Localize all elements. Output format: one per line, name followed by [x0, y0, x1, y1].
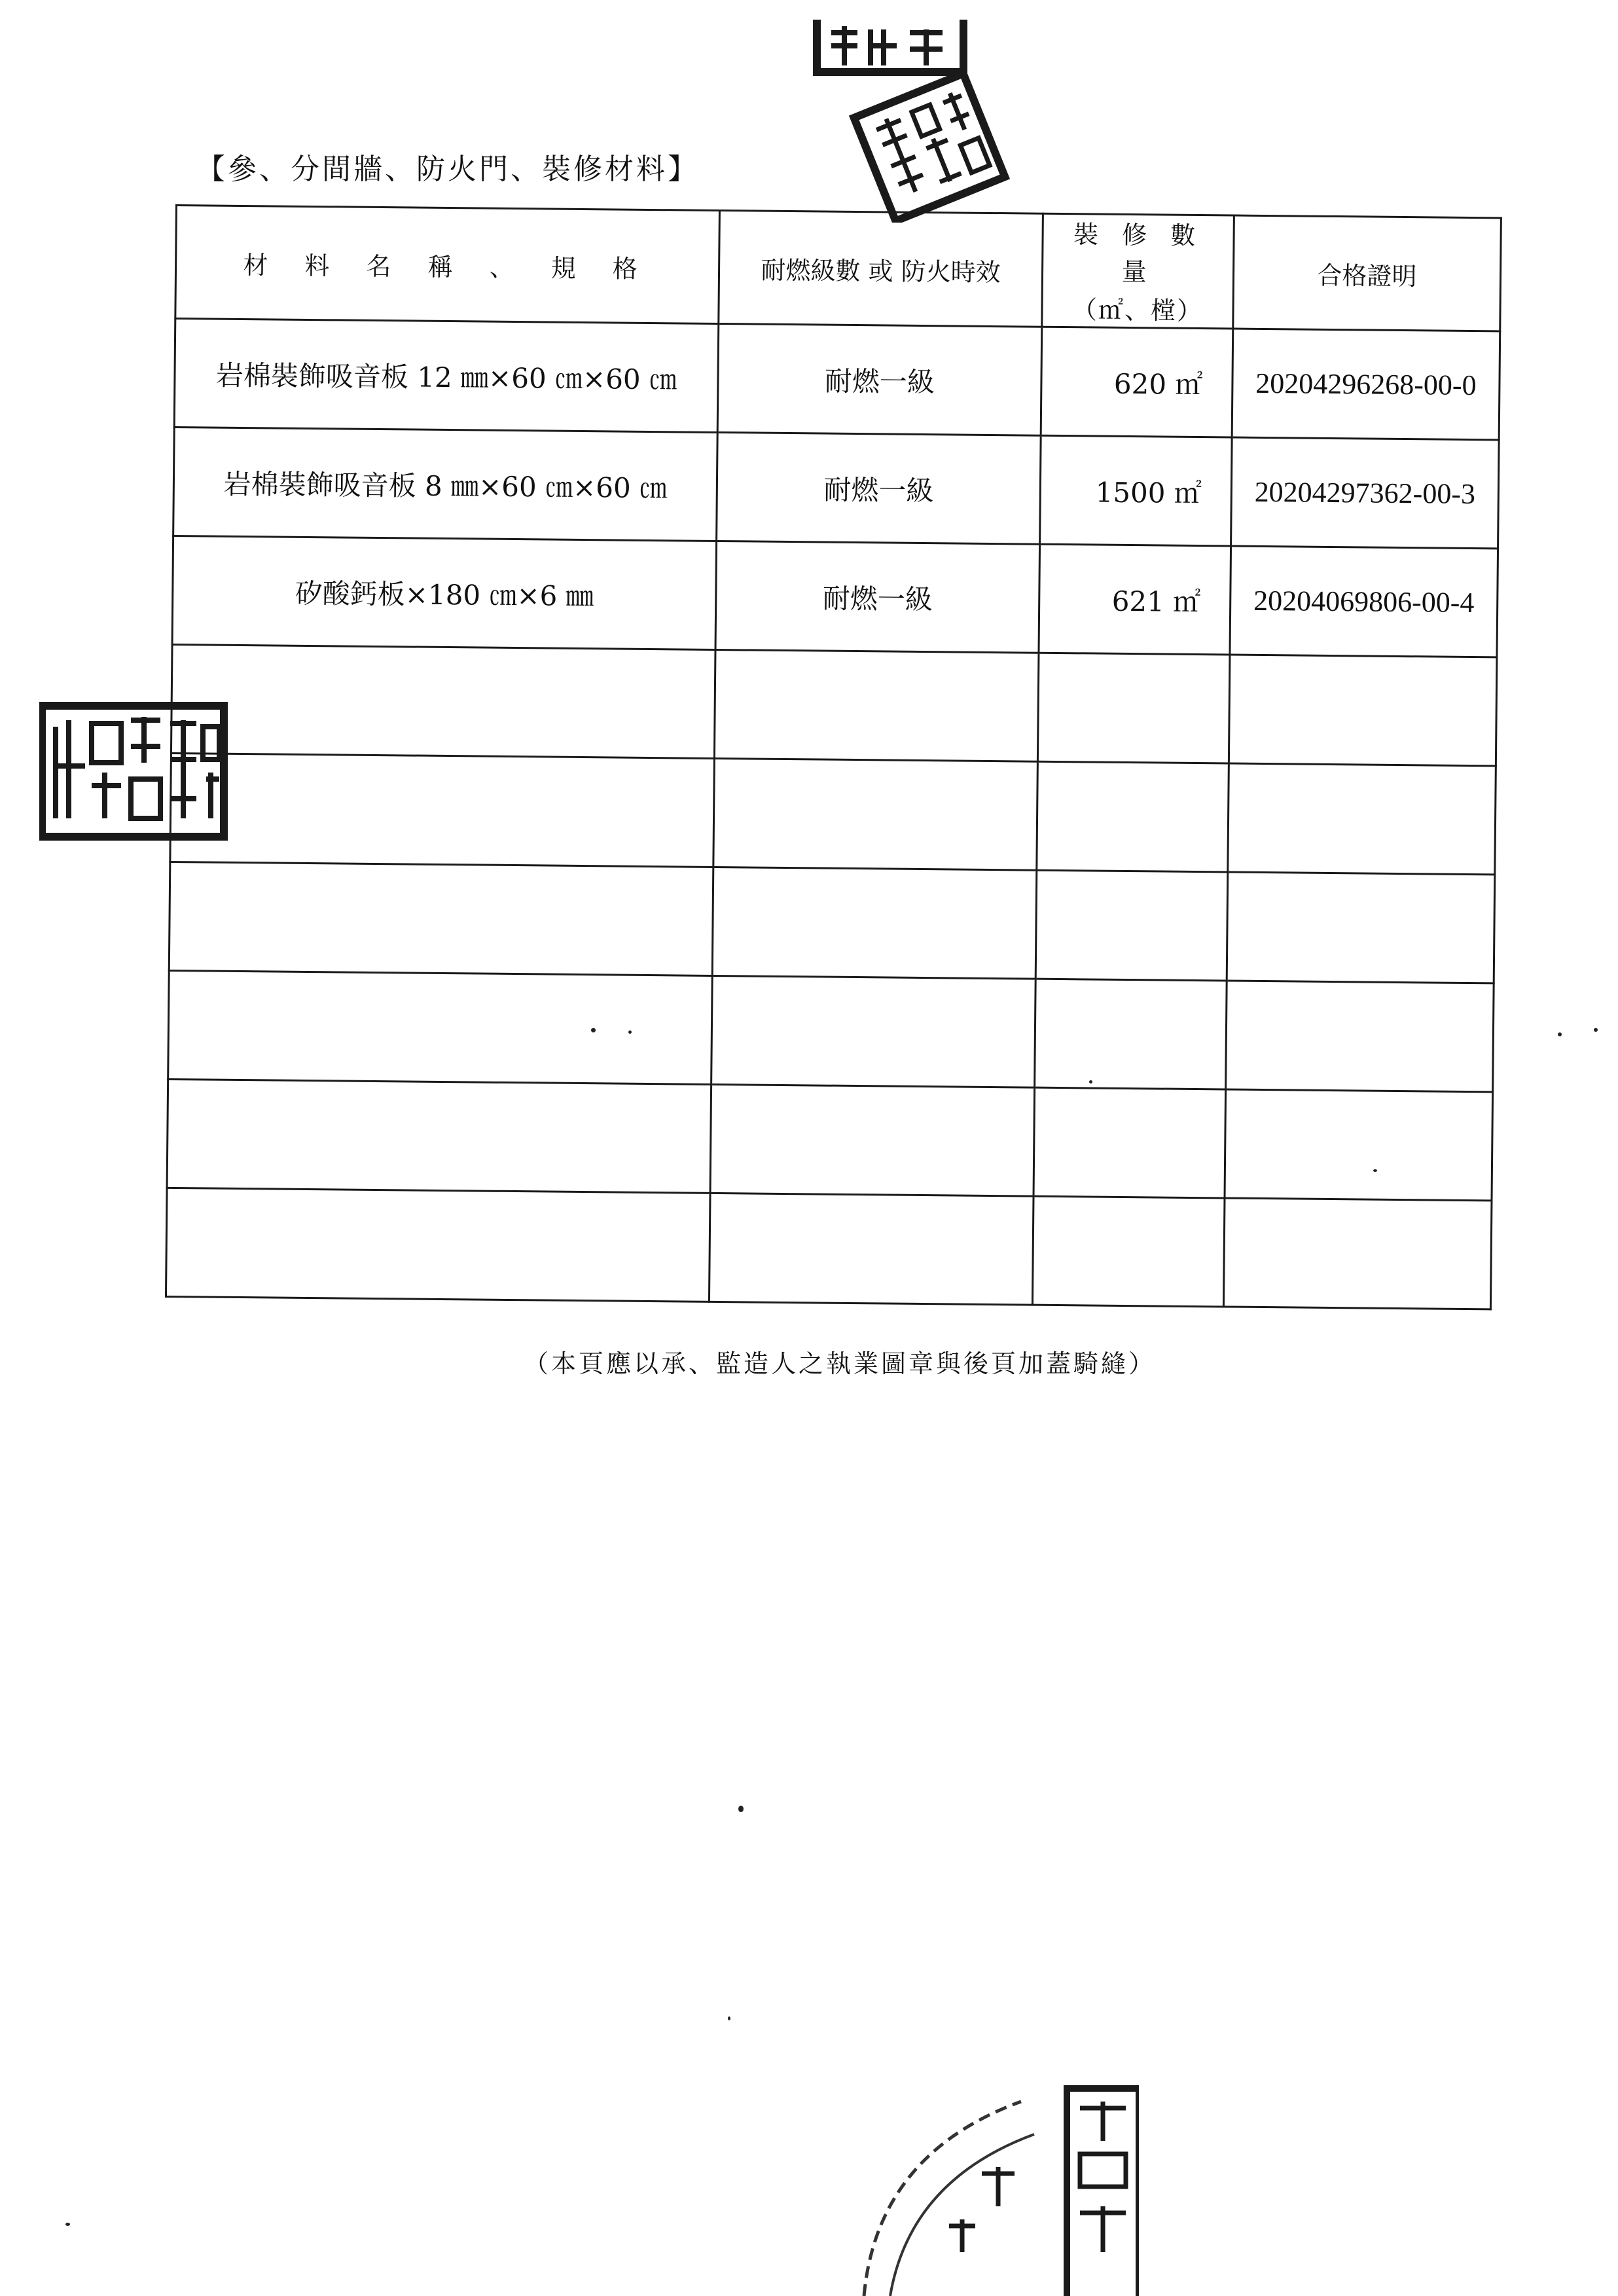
empty-cell	[1035, 870, 1228, 981]
scan-speck	[738, 1806, 744, 1812]
cell-certificate: 20204296268-00-0	[1232, 329, 1500, 440]
scan-speck	[591, 1028, 596, 1032]
empty-cell	[714, 649, 1039, 761]
scan-speck	[1373, 1169, 1377, 1172]
empty-cell	[1032, 1196, 1225, 1307]
empty-cell	[713, 758, 1038, 870]
cell-material: 岩棉裝飾吸音板 12 ㎜×60 ㎝×60 ㎝	[174, 319, 719, 433]
empty-cell	[712, 867, 1037, 979]
seal-stamp-rotated	[844, 72, 1015, 223]
table-row	[174, 319, 1500, 440]
empty-cell	[709, 1193, 1034, 1305]
header-fire-rating: 耐燃級數 或 防火時效	[719, 210, 1043, 327]
empty-cell	[169, 862, 713, 975]
table-row-empty	[166, 1188, 1492, 1309]
table-row-empty	[171, 644, 1497, 765]
empty-cell	[1226, 981, 1494, 1092]
scan-speck	[65, 2223, 70, 2226]
table-row-empty	[170, 753, 1496, 874]
empty-cell	[167, 1079, 711, 1193]
empty-cell	[1227, 872, 1495, 983]
header-material-label: 材 料 名 稱 、 規 格	[243, 250, 653, 283]
empty-cell	[1034, 1087, 1226, 1198]
header-quantity-unit: （㎡、樘）	[1071, 295, 1204, 325]
cell-fire-rating: 耐燃一級	[717, 432, 1041, 544]
footnote: （本頁應以承、監造人之執業圖章與後頁加蓋騎縫）	[524, 1349, 1157, 1378]
scan-speck	[1594, 1028, 1598, 1032]
cell-quantity: 621 ㎡	[1039, 544, 1231, 655]
cell-quantity: 620 ㎡	[1041, 327, 1233, 437]
seal-stamp-bottom	[851, 2075, 1139, 2296]
empty-cell	[1228, 763, 1496, 875]
header-certificate: 合格證明	[1233, 215, 1501, 331]
empty-cell	[166, 1188, 710, 1302]
scan-speck	[1089, 1080, 1092, 1084]
table-row	[173, 427, 1500, 548]
cell-quantity: 1500 ㎡	[1040, 435, 1232, 546]
cell-fire-rating: 耐燃一級	[715, 541, 1040, 653]
table-row-empty	[169, 862, 1495, 983]
cell-certificate: 20204069806-00-4	[1230, 546, 1498, 657]
header-material	[175, 206, 720, 324]
empty-cell	[1223, 1198, 1492, 1309]
table-row-empty	[167, 1079, 1493, 1200]
cell-certificate: 20204297362-00-3	[1231, 437, 1500, 549]
cell-material: 岩棉裝飾吸音板 8 ㎜×60 ㎝×60 ㎝	[173, 427, 718, 541]
section-title: 【參、分間牆、防火門、裝修材料】	[196, 153, 699, 186]
empty-cell	[711, 975, 1036, 1087]
empty-cell	[710, 1084, 1035, 1196]
table-row-empty	[168, 970, 1494, 1091]
empty-cell	[168, 970, 713, 1084]
scan-speck	[1558, 1032, 1562, 1036]
materials-table	[165, 204, 1502, 1310]
empty-cell	[1037, 761, 1229, 872]
empty-cell	[1229, 655, 1497, 766]
empty-cell	[171, 644, 715, 758]
empty-cell	[1225, 1089, 1493, 1201]
cell-fire-rating: 耐燃一級	[717, 323, 1042, 435]
seal-stamp-top	[812, 20, 969, 79]
table-row	[172, 536, 1498, 657]
scan-speck	[628, 1030, 632, 1034]
empty-cell	[170, 753, 715, 867]
header-quantity	[1042, 213, 1234, 329]
table-header-row	[175, 206, 1501, 331]
scan-speck	[728, 2016, 730, 2020]
header-quantity-label: 裝 修 數 量	[1073, 219, 1204, 286]
empty-cell	[1037, 653, 1230, 763]
cell-material: 矽酸鈣板×180 ㎝×6 ㎜	[172, 536, 717, 649]
empty-cell	[1035, 979, 1227, 1089]
